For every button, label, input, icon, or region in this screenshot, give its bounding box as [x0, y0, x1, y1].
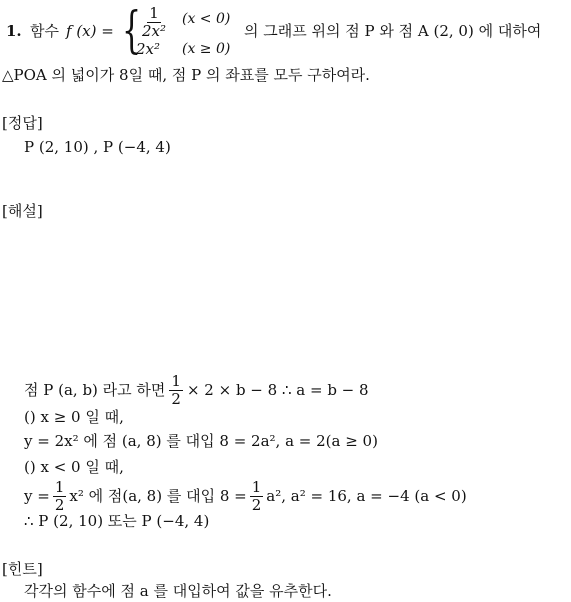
problem-statement-1: 의 그래프 위의 점 P 와 점 A (2, 0) 에 대하여	[244, 22, 542, 40]
problem-intro: 함수	[30, 22, 59, 40]
explanation-line-1-prefix: 점 P (a, b) 라고 하면	[24, 381, 166, 399]
line5-suffix: a², a² = 16, a = −4 (a < 0)	[266, 487, 467, 505]
line5-prefix: y =	[24, 487, 50, 505]
explanation-header: [해설]	[2, 202, 43, 220]
line1-denominator: 2	[171, 390, 181, 408]
explanation-line-3: y = 2x² 에 점 (a, 8) 를 대입 8 = 2a², a = 2(a ≥ 0)	[24, 432, 378, 450]
problem-statement-2: △POA 의 넓이가 8일 때, 점 P 의 좌표를 모두 구하여라.	[2, 66, 370, 84]
problem-number: 1.	[6, 22, 22, 40]
hint-header: [힌트]	[2, 560, 43, 578]
line5-numerator-2: 1	[251, 478, 262, 496]
explanation-line-4: () x < 0 일 때,	[24, 458, 124, 476]
explanation-line-5	[24, 480, 467, 513]
piecewise-brace: {	[122, 1, 142, 59]
case1-fraction	[138, 6, 170, 39]
explanation-line-2: () x ≥ 0 일 때,	[24, 408, 124, 426]
line5-numerator: 1	[54, 478, 65, 496]
explanation-line-1	[24, 374, 369, 407]
line5-denominator-2: 2	[251, 496, 262, 514]
explanation-line-6: ∴ P (2, 10) 또는 P (−4, 4)	[24, 512, 210, 530]
line1-numerator: 1	[171, 372, 181, 390]
answer-text: P (2, 10) , P (−4, 4)	[24, 138, 171, 156]
case1-condition: (x < 0)	[182, 11, 231, 27]
case1-denominator: 2x²	[142, 22, 167, 40]
case2-condition: (x ≥ 0)	[182, 41, 231, 57]
case1-numerator: 1	[149, 4, 159, 22]
hint-text: 각각의 함수에 점 a 를 대입하여 값을 유추한다.	[24, 582, 332, 600]
function-label: f (x) =	[66, 22, 114, 40]
answer-header: [정답]	[2, 114, 43, 132]
explanation-line-1-suffix: × 2 × b − 8 ∴ a = b − 8	[186, 381, 369, 399]
line5-middle: x² 에 점(a, 8) 를 대입 8 =	[69, 487, 247, 505]
line5-denominator: 2	[54, 496, 65, 514]
case2-expression: 2x²	[136, 40, 161, 58]
